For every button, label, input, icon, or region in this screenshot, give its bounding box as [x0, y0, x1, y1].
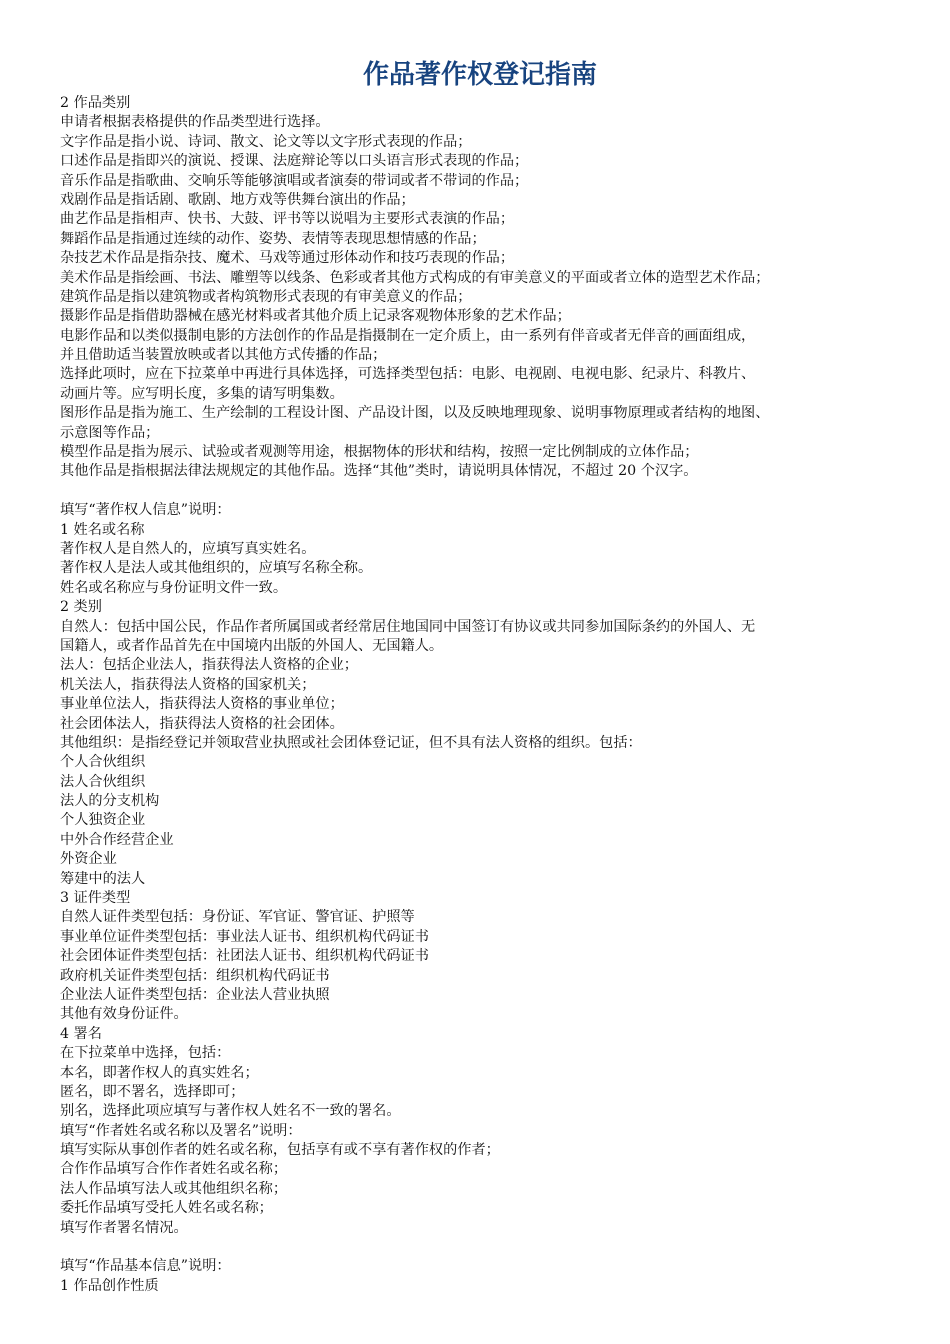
text-line: 别名，选择此项应填写与著作权人姓名不一致的署名。: [60, 1103, 401, 1120]
text-line: 企业法人证件类型包括：企业法人营业执照: [60, 986, 330, 1003]
text-line: 机关法人，指获得法人资格的国家机关；: [60, 676, 316, 693]
text-line: 法人合伙组织: [60, 773, 146, 790]
text-line: 著作权人是法人或其他组织的，应填写名称全称。: [60, 560, 373, 577]
document-title: 作品著作权登记指南: [362, 60, 597, 90]
text-line: 法人：包括企业法人，指获得法人资格的企业；: [60, 657, 358, 674]
blank-line: [60, 482, 900, 501]
text-line: 其他作品是指根据法律法规规定的其他作品。选择“其他”类时，请说明具体情况，不超过 20 个汉字。: [60, 463, 698, 480]
text-line: 杂技艺术作品是指杂技、魔术、马戏等通过形体动作和技巧表现的作品；: [60, 250, 515, 267]
text-line: 2 类别: [60, 599, 102, 616]
text-line: 填写“作品基本信息”说明：: [60, 1258, 231, 1275]
text-line: 口述作品是指即兴的演说、授课、法庭辩论等以口头语言形式表现的作品；: [60, 153, 529, 170]
text-line: 4 署名: [60, 1025, 102, 1042]
text-line: 动画片等。应写明长度，多集的请写明集数。: [60, 385, 344, 402]
text-line: 个人独资企业: [60, 812, 146, 829]
text-line: 1 作品创作性质: [60, 1277, 159, 1294]
text-line: 其他组织：是指经登记并领取营业执照或社会团体登记证，但不具有法人资格的组织。包括：: [60, 734, 642, 751]
text-line: 其他有效身份证件。: [60, 1006, 188, 1023]
text-line: 电影作品和以类似摄制电影的方法创作的作品是指摄制在一定介质上，由一系列有伴音或者无伴音的画面组成，: [60, 327, 756, 344]
text-line: 匿名，即不署名，选择即可；: [60, 1083, 245, 1100]
text-line: 戏剧作品是指话剧、歌剧、地方戏等供舞台演出的作品；: [60, 191, 415, 208]
text-line: 填写实际从事创作者的姓名或名称，包括享有或不享有著作权的作者；: [60, 1142, 500, 1159]
document-page: [60, 0, 900, 1296]
text-line: 文字作品是指小说、诗词、散文、论文等以文字形式表现的作品；: [60, 133, 472, 150]
text-line: 政府机关证件类型包括：组织机构代码证书: [60, 967, 330, 984]
text-line: 1 姓名或名称: [60, 521, 145, 538]
text-line: 美术作品是指绘画、书法、雕塑等以线条、色彩或者其他方式构成的有审美意义的平面或者立体的造型艺术作品；: [60, 269, 770, 286]
text-line: 姓名或名称应与身份证明文件一致。: [60, 579, 288, 596]
text-line: 舞蹈作品是指通过连续的动作、姿势、表情等表现思想情感的作品；: [60, 230, 486, 247]
text-line: 填写“作者姓名或名称以及署名”说明：: [60, 1122, 302, 1139]
text-line: 示意图等作品；: [60, 424, 160, 441]
text-line: 社会团体法人，指获得法人资格的社会团体。: [60, 715, 344, 732]
text-line: 在下拉菜单中选择，包括：: [60, 1045, 231, 1062]
text-line: 社会团体证件类型包括：社团法人证书、组织机构代码证书: [60, 948, 429, 965]
text-line: 音乐作品是指歌曲、交响乐等能够演唱或者演奏的带词或者不带词的作品；: [60, 172, 529, 189]
text-line: 申请者根据表格提供的作品类型进行选择。: [60, 114, 330, 131]
text-line: 著作权人是自然人的，应填写真实姓名。: [60, 540, 316, 557]
text-line: 外资企业: [60, 851, 117, 868]
text-line: 模型作品是指为展示、试验或者观测等用途，根据物体的形状和结构，按照一定比例制成的立体作品；: [60, 444, 699, 461]
text-line: 合作作品填写合作作者姓名或名称；: [60, 1161, 288, 1178]
text-line: 自然人：包括中国公民，作品作者所属国或者经常居住地国同中国签订有协议或共同参加国际条约的外国人、无: [60, 618, 756, 635]
text-line: 法人作品填写法人或其他组织名称；: [60, 1180, 288, 1197]
text-line: 法人的分支机构: [60, 793, 160, 810]
text-line: 并且借助适当装置放映或者以其他方式传播的作品；: [60, 347, 387, 364]
text-line: 3 证件类型: [60, 890, 131, 907]
text-line: 曲艺作品是指相声、快书、大鼓、评书等以说唱为主要形式表演的作品；: [60, 211, 515, 228]
text-line: 事业单位证件类型包括：事业法人证书、组织机构代码证书: [60, 928, 429, 945]
document-body: [60, 94, 900, 1296]
blank-line: [60, 1238, 900, 1257]
text-line: 建筑作品是指以建筑物或者构筑物形式表现的有审美意义的作品；: [60, 288, 472, 305]
text-line: 填写“著作权人信息”说明：: [60, 502, 231, 519]
text-line: 2 作品类别: [60, 95, 131, 111]
text-line: 选择此项时，应在下拉菜单中再进行具体选择，可选择类型包括：电影、电视剧、电视电影、纪录片、科教片、: [60, 366, 756, 383]
text-line: 摄影作品是指借助器械在感光材料或者其他介质上记录客观物体形象的艺术作品；: [60, 308, 571, 325]
text-line: 事业单位法人，指获得法人资格的事业单位；: [60, 696, 344, 713]
text-line: 委托作品填写受托人姓名或名称；: [60, 1200, 273, 1217]
text-line: 国籍人，或者作品首先在中国境内出版的外国人、无国籍人。: [60, 637, 444, 654]
text-line: 筹建中的法人: [60, 870, 146, 887]
text-line: 本名，即著作权人的真实姓名；: [60, 1064, 259, 1081]
text-line: 中外合作经营企业: [60, 831, 174, 848]
text-line: 填写作者署名情况。: [60, 1219, 188, 1236]
text-line: 自然人证件类型包括：身份证、军官证、警官证、护照等: [60, 909, 415, 926]
text-line: 图形作品是指为施工、生产绘制的工程设计图、产品设计图，以及反映地理现象、说明事物原理或者结构的地图、: [60, 405, 770, 422]
text-line: 个人合伙组织: [60, 754, 146, 771]
